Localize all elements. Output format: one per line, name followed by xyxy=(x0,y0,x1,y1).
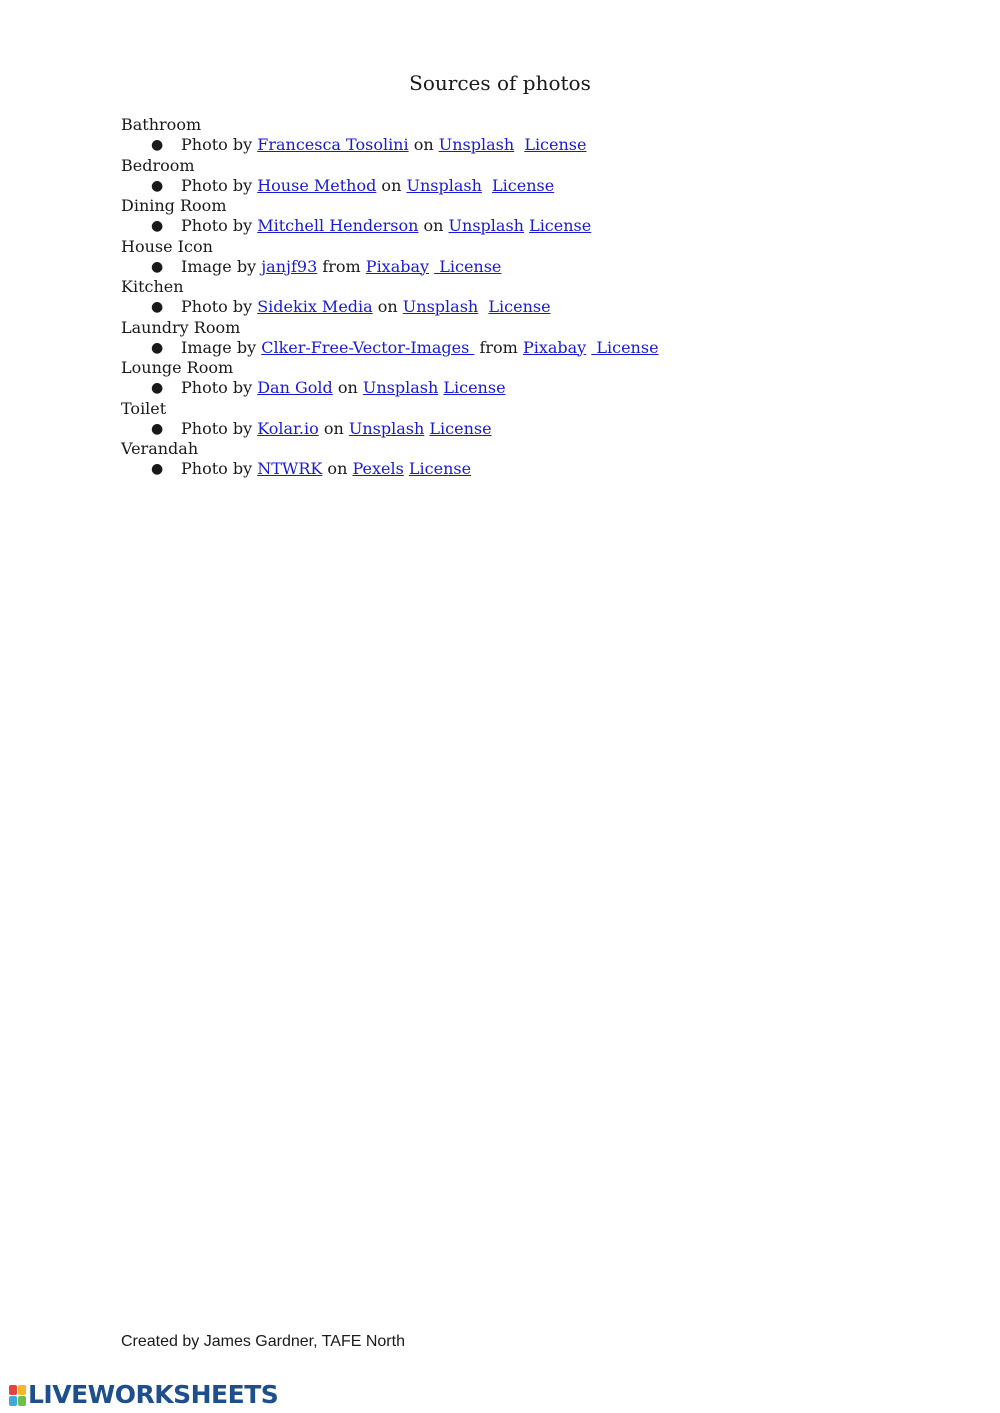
credit-link[interactable]: Unsplash xyxy=(402,297,479,316)
logo-mark-icon xyxy=(8,1384,26,1406)
credit-link[interactable]: Kolar.io xyxy=(257,418,319,438)
credit-link[interactable]: License xyxy=(408,459,472,478)
category-heading: Laundry Room xyxy=(121,317,241,337)
bullet-icon: ● xyxy=(151,137,164,153)
credit-link[interactable]: Dan Gold xyxy=(257,378,333,397)
credit-text: Photo by xyxy=(181,378,258,397)
bullet-icon: ● xyxy=(151,461,164,477)
credit-line xyxy=(121,135,881,156)
sources-list xyxy=(121,115,881,480)
bullet-icon: ● xyxy=(151,420,164,437)
credit-link[interactable]: Unsplash xyxy=(438,135,515,154)
credit-link[interactable]: janjf93 xyxy=(261,256,318,276)
category-heading: Dining Room xyxy=(121,196,227,215)
credit-text: Photo by xyxy=(181,135,258,154)
credit-link[interactable]: Unsplash xyxy=(448,216,524,235)
bullet-icon: ● xyxy=(151,380,164,396)
credit-line xyxy=(121,459,881,480)
bullet-icon: ● xyxy=(151,218,164,234)
credit-text: on xyxy=(376,175,407,195)
credit-line xyxy=(121,216,881,237)
credit-link[interactable]: House Method xyxy=(257,175,377,195)
credit-text: on xyxy=(322,459,353,478)
page-title: Sources of photos xyxy=(409,71,591,95)
credit-text: on xyxy=(408,135,439,154)
credit-link[interactable]: License xyxy=(492,175,555,195)
liveworksheets-logo[interactable] xyxy=(8,1381,278,1409)
credit-link[interactable]: Pixabay xyxy=(365,256,430,276)
credit-link[interactable]: License xyxy=(434,256,502,276)
category-heading: House Icon xyxy=(121,236,213,256)
credit-line xyxy=(121,378,881,399)
credit-link[interactable]: Pixabay xyxy=(522,337,587,357)
brand-name: LIVEWORKSHEETS xyxy=(28,1380,279,1409)
credit-link[interactable]: Unsplash xyxy=(362,378,439,397)
credit-text: Photo by xyxy=(181,459,258,478)
credit-line xyxy=(121,176,881,197)
credit-line xyxy=(121,297,881,318)
credit-link[interactable]: Francesca Tosolini xyxy=(257,135,409,154)
credit-link[interactable]: License xyxy=(524,135,587,154)
credit-text: on xyxy=(332,378,363,397)
category-heading: Verandah xyxy=(121,439,199,458)
category-heading: Lounge Room xyxy=(121,358,234,377)
credit-link[interactable]: License xyxy=(591,337,659,357)
credit-link[interactable]: NTWRK xyxy=(257,459,323,478)
bullet-icon: ● xyxy=(151,177,164,194)
category-heading: Bedroom xyxy=(121,155,195,175)
logo-tile xyxy=(9,1385,17,1395)
bullet-icon: ● xyxy=(151,299,164,315)
credit-link[interactable]: Clker-Free-Vector-Images xyxy=(261,337,475,357)
credit-text: on xyxy=(418,216,449,235)
credit-text: Photo by xyxy=(181,216,258,235)
credit-text: on xyxy=(318,418,349,438)
credit-text: from xyxy=(317,256,366,276)
credit-text: Photo by xyxy=(181,418,258,438)
credit-text xyxy=(478,297,488,316)
category-heading: Toilet xyxy=(121,398,167,418)
credit-link[interactable]: Unsplash xyxy=(348,418,425,438)
credit-link[interactable]: License xyxy=(429,418,492,438)
credit-text: Photo by xyxy=(181,297,258,316)
bullet-icon: ● xyxy=(151,258,164,275)
category-heading: Kitchen xyxy=(121,277,184,296)
credit-text: Image by xyxy=(181,256,262,276)
credit-link[interactable]: License xyxy=(443,378,506,397)
credit-link[interactable]: License xyxy=(529,216,592,235)
credit-link[interactable]: Sidekix Media xyxy=(257,297,373,316)
bullet-icon: ● xyxy=(151,339,164,356)
credit-text: from xyxy=(474,337,523,357)
credit-line xyxy=(121,419,881,440)
credit-link[interactable]: Mitchell Henderson xyxy=(257,216,419,235)
footer-credit: Created by James Gardner, TAFE North xyxy=(121,1333,405,1350)
credit-text: Photo by xyxy=(181,175,258,195)
credit-text xyxy=(514,135,524,154)
logo-tile xyxy=(18,1396,26,1406)
credit-link[interactable]: License xyxy=(488,297,551,316)
logo-tile xyxy=(9,1396,17,1406)
category-heading: Bathroom xyxy=(121,115,202,134)
credit-link[interactable]: Unsplash xyxy=(406,175,482,195)
credit-line xyxy=(121,338,881,359)
credit-text: Image by xyxy=(181,337,262,357)
credit-text xyxy=(482,176,492,195)
logo-tile xyxy=(18,1385,26,1395)
credit-text: on xyxy=(372,297,403,316)
credit-link[interactable]: Pexels xyxy=(352,459,404,478)
credit-line xyxy=(121,257,881,278)
